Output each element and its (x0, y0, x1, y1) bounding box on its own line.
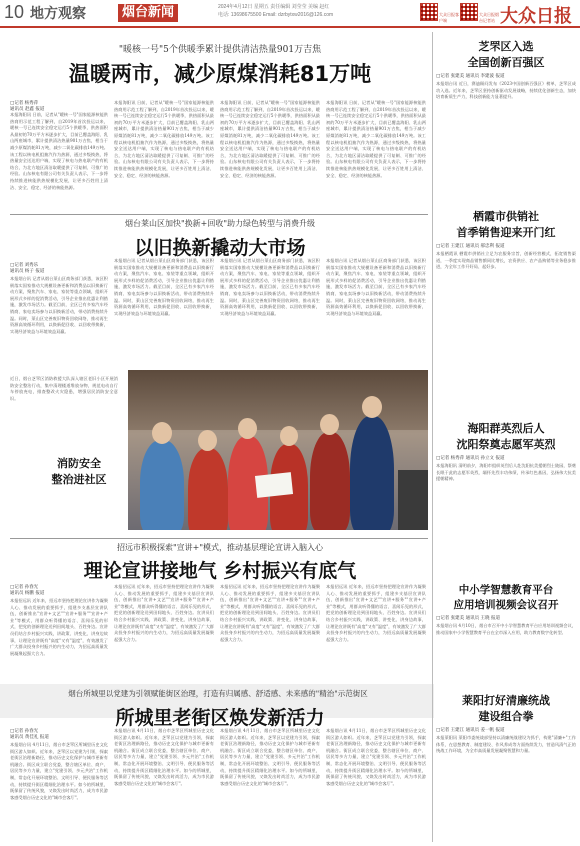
divider (10, 538, 428, 539)
photo-person (350, 416, 394, 530)
qr-code-icon (420, 3, 438, 21)
second-body-col-3: 本报烟台讯 记者从烟台莱山区商务部门获悉，该区积极落实国家推动大规模设备更新和消费品以旧换新行动方案，聚焦汽车、家电、家装等重点领域，组织开展形式多样的促消费活动，引导企业推出优惠让利措施，激发市场活力。截至目前，全区已有多家汽车经销商、家电卖场参与以旧换新活动，带动消费持续升温。同时，莱山区完善废旧物资回收网络，推动再生资源高效循环利用，以换新促回收、以回收带换新，实现经济效益与环境效益双赢。 (220, 258, 320, 316)
second-byline (10, 262, 44, 274)
section-title: 地方观察 (30, 6, 86, 22)
side-3-body: 本报海阳讯 清明前夕，海阳市组织英烈后人赴沈阳抗美援朝烈士陵园，祭奠长眠于此的志愿军英烈，缅怀先烈丰功伟绩，传承红色基因，弘扬伟大抗美援朝精神。 (436, 463, 576, 482)
byline-reporter: □记者 孙春光 (10, 729, 39, 734)
second-kicker: 烟台莱山区加快"换新+回收"助力绿色转型与消费升级 (124, 219, 316, 228)
side-story-1 (436, 38, 576, 183)
oldstreet-body-col-2: 本报烟台讯 4月11日，烟台市芝罘区所城里历史文化街区游人如织。近年来，芝罘区以党建为引领，探索老街区治理新路径，推动历史文化保护与城市更新有机融合。街区成立联合党委，整合辖区单位、商户、居民等多方力量，建立"党建引领、多元共治"工作机制，常态化开展环境整治、文明引导、便民服务等活动，持续提升街区精细化治理水平。如今的所城里，既保留了传统风貌，又焕发出时尚活力，成为市民游客感受烟台历史文化的"城市会客厅"。 (114, 728, 214, 786)
oldstreet-body-col-3: 本报烟台讯 4月11日，烟台市芝罘区所城里历史文化街区游人如织。近年来，芝罘区以党建为引领，探索老街区治理新路径，推动历史文化保护与城市更新有机融合。街区成立联合党委，整合辖区单位、商户、居民等多方力量，建立"党建引领、多元共治"工作机制，常态化开展环境整治、文明引导、便民服务等活动，持续提升街区精细化治理水平。如今的所城里，既保留了传统风貌，又焕发出时尚活力，成为市民游客感受烟台历史文化的"城市会客厅"。 (220, 728, 320, 786)
meta-line-2: 电话: 13698675500 Email: dzrbytxw2016@126.com (218, 12, 334, 18)
theory-headline: 理论宣讲接地气 乡村振兴有底气 (83, 560, 357, 582)
second-headline: 以旧换新撬动大市场 (134, 237, 306, 259)
side-story-3 (436, 420, 576, 585)
fire-title-line-1: 消防安全 (57, 457, 101, 470)
qr-label: 大众日报烟台记者站 (479, 12, 499, 23)
second-body-col-4: 本报烟台讯 记者从烟台莱山区商务部门获悉，该区积极落实国家推动大规模设备更新和消费品以旧换新行动方案，聚焦汽车、家电、家装等重点领域，组织开展形式多样的促消费活动，引导企业推出优惠让利措施，激发市场活力。截至目前，全区已有多家汽车经销商、家电卖场参与以旧换新活动，带动消费持续升温。同时，莱山区完善废旧物资回收网络，推动再生资源高效循环利用，以换新促回收、以回收带换新，实现经济效益与环境效益双赢。 (326, 258, 426, 316)
newspaper-logo: 大众日报 (500, 6, 572, 27)
side-1-body: 本报烟台讯 近日，赛迪顾问发布《2023中国创新百强区》榜单，芝罘区成功入选。近年来，芝罘区坚持创新驱动发展战略，持续优化创新生态，加快培育新质生产力，科技创新能力显著提升。 (436, 81, 576, 100)
photo-person-head (238, 418, 257, 439)
side-2-body: 本报栖霞讯 栖霞市供销社立足为农服务宗旨，创新经营模式，拓宽销售渠道，一季度实现商品销售额同比增长，农资供应、农产品购销等业务稳步推进，为全年工作开好局、起好步。 (436, 251, 576, 270)
side-3-byline: □记者 杨秀萍 通讯员 孙立文 报道 (436, 456, 505, 461)
lead-body-col-2: 本报海阳讯 日前，记者从"暖核一号"国家能源核能供热商用示范工程了解到，自2019年首次投运以来，暖核一号已连续安全稳定运行5个供暖季，供热面积从最初的70万平方米逐步扩大，目前已覆盖海阳、乳山两座城市，累计提供清洁热量901万吉焦，相当于减少原煤消耗81万吨，减少二氧化碳排放149万吨。该工程以核电机组抽汽作为热源，通过多级换热，将热量安全送达用户端，实现了核电与热电联产的有机结合，为北方地区清洁取暖提供了可复制、可推广的经验。山东核电有限公司有关负责人表示，下一步将持续推进核能供热规模化发展，让更多百姓用上清洁、安全、稳定、经济的核能热源。 (114, 100, 214, 178)
side-2-byline: □记者 王建江 通讯员 郝忠利 报道 (436, 244, 505, 249)
photo-person-head (320, 414, 339, 435)
theory-byline (10, 584, 44, 596)
side-4-byline: □记者 张建美 通讯员 王晓 报道 (436, 616, 500, 621)
photo-person (188, 448, 228, 530)
oldstreet-body-col-4: 本报烟台讯 4月11日，烟台市芝罘区所城里历史文化街区游人如织。近年来，芝罘区以党建为引领，探索老街区治理新路径，推动历史文化保护与城市更新有机融合。街区成立联合党委，整合辖区单位、商户、居民等多方力量，建立"党建引领、多元共治"工作机制，常态化开展环境整治、文明引导、便民服务等活动，持续提升街区精细化治理水平。如今的所城里，既保留了传统风貌，又焕发出时尚活力，成为市民游客感受烟台历史文化的"城市会客厅"。 (326, 728, 426, 786)
fire-caption-text: 近日，烟台芝罘区消防救援大队深入辖区老旧小区开展消防安全整治行动，集中清理楼道堆放杂物，规范电动自行车停放充电，排查整改火灾隐患，增强居民消防安全意识。 (10, 376, 118, 401)
column-divider (432, 32, 433, 842)
oldstreet-body-col-1: 本报烟台讯 4月11日，烟台市芝罘区所城里历史文化街区游人如织。近年来，芝罘区以党建为引领，探索老街区治理新路径，推动历史文化保护与城市更新有机融合。街区成立联合党委，整合辖区单位、商户、居民等多方力量，建立"党建引领、多元共治"工作机制，常态化开展环境整治、文明引导、便民服务等活动，持续提升街区精细化治理水平。如今的所城里，既保留了传统风貌，又焕发出时尚活力，成为市民游客感受烟台历史文化的"城市会客厅"。 (10, 742, 108, 800)
byline-correspondent: 通讯员 杨子 报道 (10, 269, 45, 274)
theory-body-col-4: 本报招远讯 近年来，招远市坚持把理论宣讲作为凝聚人心、推动发展的重要抓手，组建多支基层宣讲队伍，创新推出"宣讲+文艺""宣讲+服务""宣讲+产业"等模式，用群众听得懂的语言、喜闻乐见的形式，把党的创新理论送到田间地头、百姓身边。宣讲员们结合乡村振兴实践，讲政策、讲变化、讲身边故事，让理论宣讲既有"高度"又有"温度"，有效激发了广大群众投身乡村振兴的内生动力，为招远高质量发展凝聚起强大合力。 (326, 584, 426, 642)
byline-correspondent: 通讯员 赵鑫 报道 (10, 107, 45, 112)
byline-correspondent: 通讯员 黄佳礼 报道 (10, 735, 49, 740)
byline-reporter: □记者 刘秀乐 (10, 263, 39, 268)
side-4-title-line-1: 中小学智慧教育平台 (458, 584, 554, 596)
photo-person-head (198, 430, 217, 451)
theory-body-col-2: 本报招远讯 近年来，招远市坚持把理论宣讲作为凝聚人心、推动发展的重要抓手，组建多支基层宣讲队伍，创新推出"宣讲+文艺""宣讲+服务""宣讲+产业"等模式，用群众听得懂的语言、喜闻乐见的形式，把党的创新理论送到田间地头、百姓身边。宣讲员们结合乡村振兴实践，讲政策、讲变化、讲身边故事，让理论宣讲既有"高度"又有"温度"，有效激发了广大群众投身乡村振兴的内生动力，为招远高质量发展凝聚起强大合力。 (114, 584, 214, 642)
side-story-2 (436, 208, 576, 399)
photo-person-head (152, 422, 172, 444)
side-5-title-line-1: 莱阳打好清廉统战 (462, 694, 550, 707)
qr-code-icon (460, 3, 478, 21)
side-1-title-line-2: 全国创新百强区 (467, 56, 545, 69)
lead-kicker: "暖核一号"5个供暖季累计提供清洁热量901万吉焦 (118, 45, 322, 55)
photo-person (140, 440, 184, 530)
second-body-col-2: 本报烟台讯 记者从烟台莱山区商务部门获悉，该区积极落实国家推动大规模设备更新和消费品以旧换新行动方案，聚焦汽车、家电、家装等重点领域，组织开展形式多样的促消费活动，引导企业推出优惠让利措施，激发市场活力。截至目前，全区已有多家汽车经销商、家电卖场参与以旧换新活动，带动消费持续升温。同时，莱山区完善废旧物资回收网络，推动再生资源高效循环利用，以换新促回收、以回收带换新，实现经济效益与环境效益双赢。 (114, 258, 214, 316)
qr-label: 大众日报客户端 (439, 12, 459, 23)
theory-kicker: 招远市积极探索"宣讲+"模式，推动基层理论宣讲入脑入心 (116, 543, 324, 552)
oldstreet-byline (10, 728, 49, 740)
second-body-col-1: 本报烟台讯 记者从烟台莱山区商务部门获悉，该区积极落实国家推动大规模设备更新和消费品以旧换新行动方案，聚焦汽车、家电、家装等重点领域，组织开展形式多样的促消费活动，引导企业推出优惠让利措施，激发市场活力。截至目前，全区已有多家汽车经销商、家电卖场参与以旧换新活动，带动消费持续升温。同时，莱山区完善废旧物资回收网络，推动再生资源高效循环利用，以换新促回收、以回收带换新，实现经济效益与环境效益双赢。 (10, 276, 108, 334)
theory-body-col-3: 本报招远讯 近年来，招远市坚持把理论宣讲作为凝聚人心、推动发展的重要抓手，组建多支基层宣讲队伍，创新推出"宣讲+文艺""宣讲+服务""宣讲+产业"等模式，用群众听得懂的语言、喜闻乐见的形式，把党的创新理论送到田间地头、百姓身边。宣讲员们结合乡村振兴实践，讲政策、讲变化、讲身边故事，让理论宣讲既有"高度"又有"温度"，有效激发了广大群众投身乡村振兴的内生动力，为招远高质量发展凝聚起强大合力。 (220, 584, 320, 642)
region-badge: 烟台新闻 (118, 4, 178, 22)
side-5-body: 本报莱阳讯 莱阳市委统战部坚持以清廉统战建设为抓手，构建"清廉+"工作体系，在思想教育、制度建设、作风养成等方面持续发力，营造风清气正的统战工作环境，为全市高质量发展凝聚智慧和力量。 (436, 735, 576, 754)
side-story-4 (436, 582, 576, 679)
masthead (0, 0, 580, 28)
side-1-byline: □记者 张建美 通讯员 李建波 报道 (436, 74, 505, 79)
side-5-title-line-2: 建设组合拳 (478, 710, 534, 723)
side-2-title-line-1: 栖霞市供销社 (473, 210, 539, 223)
byline-reporter: □记者 杨秀萍 (10, 101, 39, 106)
fire-title-line-2: 整治进社区 (51, 473, 107, 486)
masthead-meta (218, 3, 333, 19)
byline-correspondent: 通讯员 杨鹏 报道 (10, 591, 45, 596)
lead-byline (10, 100, 44, 112)
side-4-body: 本报烟台讯 4月10日，烟台市召开中小学智慧教育平台应用培训视频会议，推动国家中小学智慧教育平台在全市深入应用，助力教育数字化转型。 (436, 623, 576, 635)
page-number: 10 (4, 2, 25, 22)
photo-flyer (255, 472, 293, 498)
side-4-title-line-2: 应用培训视频会议召开 (453, 599, 559, 611)
divider (10, 214, 428, 215)
lead-headline: 温暖两市，减少原煤消耗81万吨 (68, 62, 372, 86)
meta-line-1: 2024年4月12日 星期五 责任编辑 刘莹莹 美编 赵红 (218, 4, 330, 10)
side-2-title-line-2: 首季销售迎来开门红 (456, 226, 556, 239)
side-3-title-line-1: 海阳群英烈后人 (467, 422, 545, 435)
oldstreet-headline: 所城里老街区焕发新活力 (115, 707, 325, 729)
theory-body-col-1: 本报招远讯 近年来，招远市坚持把理论宣讲作为凝聚人心、推动发展的重要抓手，组建多支基层宣讲队伍，创新推出"宣讲+文艺""宣讲+服务""宣讲+产业"等模式，用群众听得懂的语言、喜闻乐见的形式，把党的创新理论送到田间地头、百姓身边。宣讲员们结合乡村振兴实践，讲政策、讲变化、讲身边故事，让理论宣讲既有"高度"又有"温度"，有效激发了广大群众投身乡村振兴的内生动力，为招远高质量发展凝聚起强大合力。 (10, 598, 108, 656)
news-photo (128, 370, 428, 530)
side-5-byline: □记者 王建江 通讯员 姜一帆 报道 (436, 728, 505, 733)
photo-person-head (362, 396, 382, 418)
photo-person-head (280, 426, 298, 446)
side-3-title-line-2: 沈阳祭奠志愿军英烈 (456, 438, 556, 451)
byline-reporter: □记者 孙春光 (10, 585, 39, 590)
lead-body-col-1: 本报海阳讯 日前，记者从"暖核一号"国家能源核能供热商用示范工程了解到，自2019年首次投运以来，暖核一号已连续安全稳定运行5个供暖季，供热面积从最初的70万平方米逐步扩大，目前已覆盖海阳、乳山两座城市，累计提供清洁热量901万吉焦，相当于减少原煤消耗81万吨，减少二氧化碳排放149万吨。该工程以核电机组抽汽作为热源，通过多级换热，将热量安全送达用户端，实现了核电与热电联产的有机结合，为北方地区清洁取暖提供了可复制、可推广的经验。山东核电有限公司有关负责人表示，下一步将持续推进核能供热规模化发展，让更多百姓用上清洁、安全、稳定、经济的核能热源。 (10, 112, 108, 190)
photo-bike (398, 470, 428, 530)
side-1-title-line-1: 芝罘区入选 (478, 40, 534, 53)
side-story-5 (436, 692, 576, 839)
fire-safety-caption (40, 455, 118, 511)
lead-body-col-4: 本报海阳讯 日前，记者从"暖核一号"国家能源核能供热商用示范工程了解到，自2019年首次投运以来，暖核一号已连续安全稳定运行5个供暖季，供热面积从最初的70万平方米逐步扩大，目前已覆盖海阳、乳山两座城市，累计提供清洁热量901万吉焦，相当于减少原煤消耗81万吨，减少二氧化碳排放149万吨。该工程以核电机组抽汽作为热源，通过多级换热，将热量安全送达用户端，实现了核电与热电联产的有机结合，为北方地区清洁取暖提供了可复制、可推广的经验。山东核电有限公司有关负责人表示，下一步将持续推进核能供热规模化发展，让更多百姓用上清洁、安全、稳定、经济的核能热源。 (326, 100, 426, 178)
photo-person (310, 432, 350, 530)
oldstreet-kicker: 烟台所城里以党建为引领赋能街区治理，打造有归属感、舒适感、未来感的"精治"示范街区 (68, 689, 368, 698)
lead-body-col-3: 本报海阳讯 日前，记者从"暖核一号"国家能源核能供热商用示范工程了解到，自2019年首次投运以来，暖核一号已连续安全稳定运行5个供暖季，供热面积从最初的70万平方米逐步扩大，目前已覆盖海阳、乳山两座城市，累计提供清洁热量901万吉焦，相当于减少原煤消耗81万吨，减少二氧化碳排放149万吨。该工程以核电机组抽汽作为热源，通过多级换热，将热量安全送达用户端，实现了核电与热电联产的有机结合，为北方地区清洁取暖提供了可复制、可推广的经验。山东核电有限公司有关负责人表示，下一步将持续推进核能供热规模化发展，让更多百姓用上清洁、安全、稳定、经济的核能热源。 (220, 100, 320, 178)
